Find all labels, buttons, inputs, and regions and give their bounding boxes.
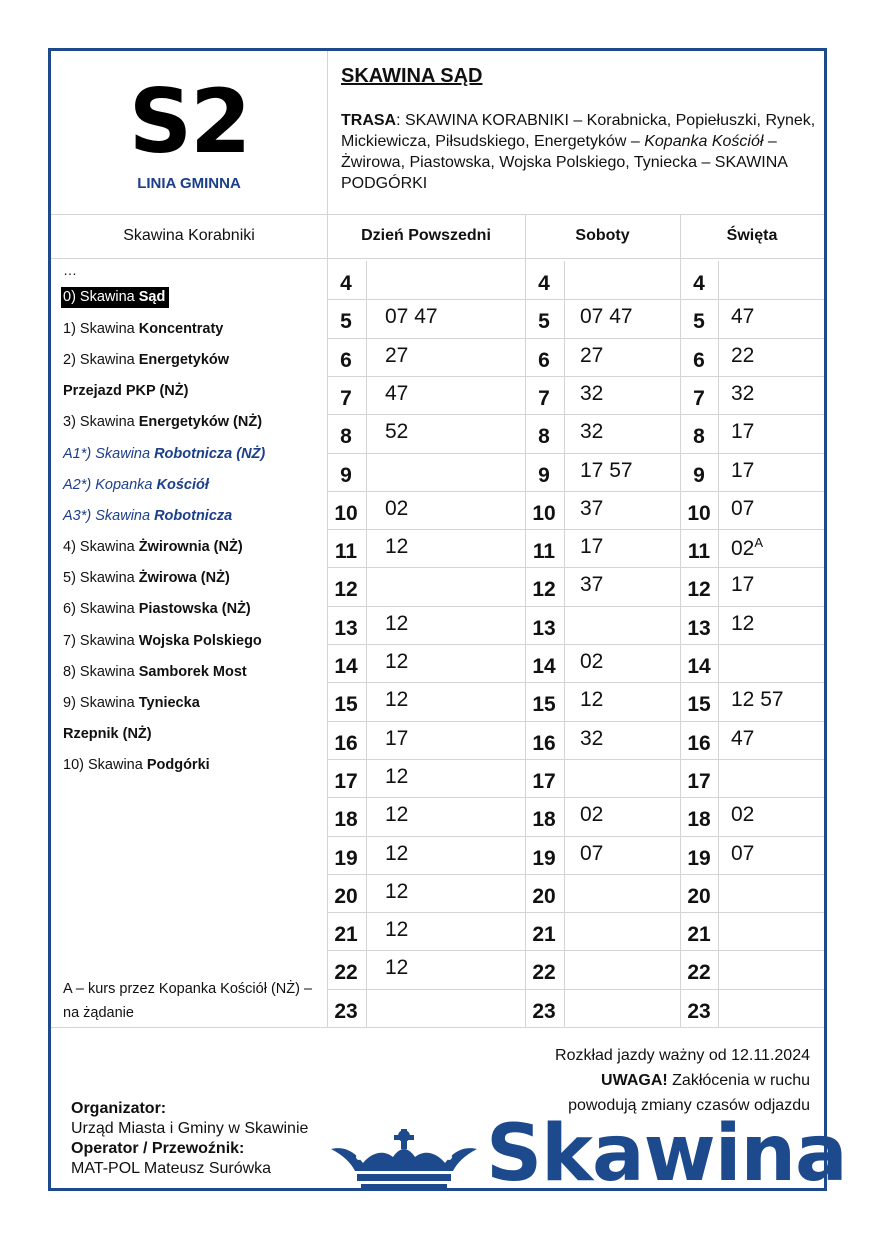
- minutes-text: 02: [580, 650, 604, 673]
- hour-label: 9: [538, 463, 550, 487]
- warning-label: UWAGA!: [601, 1072, 668, 1089]
- departure-minutes: [385, 956, 408, 980]
- minutes-text: 12: [385, 803, 409, 827]
- organizer-name: Urząd Miasta i Gminy w Skawinie: [71, 1120, 309, 1137]
- hour-row: [525, 529, 680, 567]
- hour-label: 5: [693, 310, 705, 334]
- hour-label: 18: [334, 808, 358, 832]
- hour-label: 4: [693, 272, 705, 295]
- hour-label: 23: [334, 999, 358, 1023]
- hour-label: 10: [532, 501, 556, 525]
- stop-name: Energetyków (NŻ): [138, 414, 263, 431]
- warning: [555, 1068, 810, 1093]
- hour-label: 10: [687, 501, 711, 525]
- hour-row: [680, 721, 824, 759]
- departure-minutes: [731, 497, 754, 521]
- stop-name: Koncentraty: [138, 320, 224, 337]
- logo-text: Skawina: [486, 1109, 847, 1199]
- hour-row: [525, 874, 680, 912]
- stop-prefix: …: [63, 262, 77, 278]
- minutes-text: 12: [385, 535, 409, 559]
- minutes-text: 12: [580, 688, 604, 712]
- hour-row: [680, 759, 824, 797]
- hour-label: 20: [334, 884, 358, 908]
- stop-name: Kościół: [156, 476, 209, 493]
- departure-minutes: [385, 803, 408, 827]
- route-description: [341, 110, 821, 194]
- warning-text: Zakłócenia w ruchu: [667, 1072, 810, 1089]
- hour-row: [525, 299, 680, 337]
- hour-row: [525, 567, 680, 605]
- hour-row: [327, 797, 525, 835]
- hour-row: [525, 606, 680, 644]
- stop-prefix: 2) Skawina: [63, 351, 139, 368]
- departure-minutes: [580, 727, 603, 751]
- minutes-text: 12: [731, 611, 755, 635]
- organizer-info: [71, 1099, 308, 1179]
- stop-item: [63, 469, 325, 500]
- hour-label: 14: [334, 655, 358, 678]
- hour-label: 22: [532, 961, 556, 985]
- minutes-text: 17: [385, 726, 409, 750]
- stop-prefix: 10) Skawina: [63, 757, 147, 774]
- minutes-text: 02: [731, 803, 755, 827]
- hour-row: [525, 912, 680, 950]
- validity-info: [555, 1043, 810, 1118]
- departure-minutes: [731, 573, 754, 597]
- hour-row: [680, 338, 824, 376]
- hour-label: 15: [532, 693, 556, 717]
- stop-item: [63, 532, 325, 563]
- hour-label: 21: [532, 923, 556, 947]
- weekday-header: Dzień Powszedni: [361, 227, 491, 244]
- hour-row: [327, 606, 525, 644]
- hour-row: [327, 261, 525, 299]
- departure-minutes: [731, 727, 754, 751]
- stop-name: Samborek Most: [138, 663, 247, 680]
- hour-row: [327, 376, 525, 414]
- departure-minutes: [580, 842, 603, 866]
- hour-label: 6: [340, 348, 352, 372]
- minutes-text: 32: [580, 420, 604, 444]
- hour-label: 15: [687, 693, 711, 717]
- stop-item: [63, 563, 325, 594]
- hour-label: 7: [538, 386, 550, 410]
- divider: [51, 1027, 824, 1028]
- hour-row: [680, 989, 824, 1027]
- stop-item: [63, 407, 325, 438]
- hour-label: 19: [532, 846, 556, 870]
- hour-row: [327, 567, 525, 605]
- hour-row: [525, 414, 680, 452]
- hour-label: 16: [532, 731, 556, 755]
- hour-label: 15: [334, 693, 358, 717]
- stop-prefix: 9) Skawina: [63, 695, 139, 712]
- hour-label: 20: [687, 884, 711, 908]
- stop-item: [63, 719, 325, 750]
- hour-row: [525, 721, 680, 759]
- hour-label: 10: [334, 501, 358, 525]
- departure-minutes: [580, 803, 603, 827]
- hour-label: 13: [334, 616, 358, 640]
- stop-item: [63, 313, 325, 344]
- hour-row: [327, 644, 525, 682]
- hour-row: [680, 644, 824, 682]
- valid-from: Rozkład jazdy ważny od 12.11.2024: [555, 1047, 810, 1064]
- line-type: LINIA GMINNA: [137, 175, 241, 192]
- stop-item: [63, 344, 325, 375]
- stop-prefix: A3*) Skawina: [63, 507, 155, 524]
- hour-label: 23: [687, 999, 711, 1023]
- minutes-text: 47: [731, 726, 755, 750]
- warning-text-2: powodują zmiany czasów odjazdu: [568, 1097, 810, 1114]
- stop-item: [63, 438, 325, 469]
- stop-name: Wojska Polskiego: [138, 632, 262, 649]
- hour-row: [680, 414, 824, 452]
- hour-row: [680, 912, 824, 950]
- stop-prefix: 7) Skawina: [63, 632, 139, 649]
- minutes-text: 12: [385, 841, 409, 865]
- stop-name: Sąd: [138, 289, 166, 306]
- hour-row: [525, 491, 680, 529]
- hour-row: [327, 721, 525, 759]
- operator-name: MAT-POL Mateusz Surówka: [71, 1160, 272, 1177]
- departure-minutes: [580, 497, 603, 521]
- stop-name: Tyniecka: [138, 695, 200, 712]
- hour-row: [327, 874, 525, 912]
- stop-prefix: 3) Skawina: [63, 414, 139, 431]
- hour-label: 6: [538, 348, 550, 372]
- hour-label: 5: [538, 310, 550, 334]
- hour-label: 8: [693, 425, 705, 449]
- stop-prefix: 1) Skawina: [63, 320, 139, 337]
- current-stop: [63, 282, 325, 313]
- hour-label: 20: [532, 884, 556, 908]
- hour-label: 22: [334, 961, 358, 985]
- departure-minutes: [731, 535, 763, 561]
- stop-prefix: 5) Skawina: [63, 570, 139, 587]
- hour-row: [525, 338, 680, 376]
- hour-label: 13: [687, 616, 711, 640]
- departure-minutes: [385, 497, 408, 521]
- hour-label: 18: [532, 808, 556, 832]
- minutes-text: 32: [731, 381, 755, 405]
- hour-label: 14: [687, 655, 711, 678]
- hour-row: [327, 950, 525, 988]
- hour-row: [680, 682, 824, 720]
- departure-minutes: [580, 344, 603, 368]
- minutes-text: 32: [580, 381, 604, 405]
- hour-label: 11: [532, 540, 556, 564]
- hour-label: 12: [532, 578, 556, 602]
- hour-label: 11: [687, 540, 711, 564]
- stop-name: Podgórki: [146, 757, 210, 774]
- hour-row: [327, 414, 525, 452]
- saturday-header: Soboty: [575, 227, 630, 244]
- hour-label: 12: [334, 578, 358, 602]
- departure-minutes: [731, 803, 754, 827]
- hour-row: [525, 644, 680, 682]
- departure-minutes: [731, 420, 754, 444]
- departure-minutes: [385, 842, 408, 866]
- minutes-text: 02: [385, 496, 409, 520]
- hour-row: [525, 759, 680, 797]
- minutes-text: 17: [580, 535, 604, 559]
- hour-row: [680, 261, 824, 299]
- departure-minutes: [731, 305, 754, 329]
- stop-item: [63, 687, 325, 718]
- stop-item: [63, 262, 325, 282]
- minutes-text: 12: [385, 956, 409, 980]
- hour-row: [680, 529, 824, 567]
- stop-item: [63, 625, 325, 656]
- minutes-text: 12: [385, 688, 409, 712]
- hour-label: 5: [340, 310, 352, 334]
- departure-minutes: [385, 305, 438, 329]
- stop-list: [63, 262, 325, 781]
- hour-label: 6: [693, 348, 705, 372]
- hour-row: [680, 874, 824, 912]
- departure-minutes: [385, 420, 408, 444]
- footnote: A – kurs przez Kopanka Kościół (NŻ) – na żądanie: [63, 981, 313, 1021]
- hour-label: 11: [334, 540, 358, 564]
- hour-label: 18: [687, 808, 711, 832]
- minutes-text: 07: [580, 841, 604, 865]
- departure-minutes: [731, 344, 754, 368]
- hour-label: 16: [687, 731, 711, 755]
- departure-minutes: [580, 573, 603, 597]
- departure-minutes: [580, 382, 603, 406]
- hour-row: [680, 950, 824, 988]
- stop-prefix: A2*) Kopanka: [63, 476, 157, 493]
- hour-row: [525, 836, 680, 874]
- minutes-text: 07: [731, 841, 755, 865]
- hour-row: [525, 797, 680, 835]
- hour-row: [525, 261, 680, 299]
- skawina-logo: [329, 1109, 847, 1199]
- line-badge: [51, 51, 327, 214]
- minutes-text: 12: [385, 611, 409, 635]
- minutes-text: 12 57: [731, 688, 784, 712]
- hour-label: 8: [340, 425, 352, 449]
- departure-minutes: [385, 880, 408, 904]
- minutes-text: 12: [385, 764, 409, 788]
- hour-label: 17: [687, 769, 711, 793]
- hour-label: 19: [687, 846, 711, 870]
- departure-minutes: [580, 688, 603, 712]
- departure-minutes: [385, 612, 408, 636]
- hour-row: [525, 453, 680, 491]
- hour-row: [680, 491, 824, 529]
- departure-minutes: [385, 382, 408, 406]
- hour-row: [525, 989, 680, 1027]
- hour-row: [327, 299, 525, 337]
- departure-minutes: [385, 727, 408, 751]
- departure-minutes: [731, 688, 784, 712]
- minutes-text: 52: [385, 420, 409, 444]
- stop-prefix: 4) Skawina: [63, 539, 139, 556]
- hour-row: [680, 376, 824, 414]
- hour-label: 9: [693, 463, 705, 487]
- departure-minutes: [580, 305, 633, 329]
- stop-name: Piastowska (NŻ): [138, 601, 251, 618]
- hour-row: [327, 836, 525, 874]
- timetable-frame: [48, 48, 847, 1199]
- minutes-text: 47: [731, 305, 755, 329]
- stop-name: Żwirowa (NŻ): [138, 570, 230, 587]
- departure-minutes: [385, 918, 408, 942]
- minutes-text: 07 47: [580, 305, 633, 329]
- hour-label: 8: [538, 425, 550, 449]
- hour-label: 9: [340, 463, 352, 487]
- departure-minutes: [580, 459, 633, 483]
- hour-label: 4: [538, 272, 550, 295]
- minutes-text: 27: [385, 343, 409, 367]
- hour-row: [525, 950, 680, 988]
- departure-minutes: [580, 650, 603, 674]
- stop-name: Rzepnik (NŻ): [63, 726, 152, 743]
- stop-item: [63, 376, 325, 407]
- hour-label: 14: [532, 655, 556, 678]
- stop-item: [63, 656, 325, 687]
- departure-minutes: [385, 765, 408, 789]
- route-text-italic: Kopanka Kościół: [644, 133, 764, 150]
- stop-name: Robotnicza: [154, 507, 233, 524]
- stop-name: Żwirownia (NŻ): [138, 539, 243, 556]
- minutes-text: 02: [731, 537, 755, 561]
- minutes-text: 07: [731, 496, 755, 520]
- hour-row: [327, 759, 525, 797]
- minutes-text: 02: [580, 803, 604, 827]
- route-text-2: – Żwirowa, Piastowska, Wojska Polskiego, Tyniecka – SKAWINA PODGÓRKI: [341, 133, 788, 192]
- hour-label: 12: [687, 578, 711, 602]
- hour-label: 16: [334, 731, 358, 755]
- hour-label: 22: [687, 961, 711, 985]
- holiday-header: Święta: [726, 227, 778, 244]
- minutes-text: 32: [580, 726, 604, 750]
- minutes-text: 17: [731, 420, 755, 444]
- hour-row: [680, 299, 824, 337]
- route-label: TRASA: [341, 112, 397, 129]
- hour-row: [680, 797, 824, 835]
- departure-minutes: [731, 842, 754, 866]
- hour-row: [680, 836, 824, 874]
- hour-row: [680, 453, 824, 491]
- stop-prefix: 6) Skawina: [63, 601, 139, 618]
- hour-row: [525, 376, 680, 414]
- hour-label: 21: [334, 923, 358, 947]
- divider: [51, 258, 824, 259]
- stop-name: Robotnicza (NŻ): [154, 445, 266, 462]
- departure-minutes: [385, 344, 408, 368]
- stop-name: Przejazd PKP (NŻ): [63, 383, 189, 400]
- minutes-text: 37: [580, 496, 604, 520]
- minutes-text: 17: [731, 458, 755, 482]
- minutes-text: 07 47: [385, 305, 438, 329]
- hour-label: 23: [532, 999, 556, 1023]
- hour-row: [327, 491, 525, 529]
- hour-row: [327, 989, 525, 1027]
- minutes-text: 27: [580, 343, 604, 367]
- minutes-text: 37: [580, 573, 604, 597]
- departure-minutes: [385, 535, 408, 559]
- direction-header: Skawina Korabniki: [123, 227, 255, 244]
- departure-minutes: [731, 382, 754, 406]
- stop-item: [63, 500, 325, 531]
- operator-label: Operator / Przewoźnik:: [71, 1140, 245, 1157]
- minutes-text: 17 57: [580, 458, 633, 482]
- hour-label: 4: [340, 272, 352, 295]
- minutes-text: 12: [385, 918, 409, 942]
- stop-name: Energetyków: [138, 351, 230, 368]
- hour-row: [327, 682, 525, 720]
- organizer-label: Organizator:: [71, 1100, 167, 1117]
- hour-row: [680, 606, 824, 644]
- hour-label: 21: [687, 923, 711, 947]
- minutes-text: 22: [731, 343, 755, 367]
- hour-row: [327, 453, 525, 491]
- hour-label: 7: [693, 386, 705, 410]
- stop-title: SKAWINA SĄD: [341, 65, 483, 87]
- stop-item: [63, 750, 325, 781]
- hour-row: [327, 529, 525, 567]
- hour-label: 19: [334, 846, 358, 870]
- stop-prefix: A1*) Skawina: [63, 445, 155, 462]
- hour-row: [680, 567, 824, 605]
- crown-icon: [329, 1127, 479, 1191]
- departure-minutes: [580, 420, 603, 444]
- line-number: S2: [128, 70, 250, 173]
- hour-label: 13: [532, 616, 556, 640]
- hour-row: [327, 338, 525, 376]
- hour-label: 17: [532, 769, 556, 793]
- stop-item: [63, 594, 325, 625]
- hour-row: [327, 912, 525, 950]
- departure-minutes: [731, 459, 754, 483]
- stop-prefix: 8) Skawina: [63, 663, 139, 680]
- minutes-text: 17: [731, 573, 755, 597]
- departure-minutes: [580, 535, 603, 559]
- departure-minutes: [385, 688, 408, 712]
- departure-minutes: [385, 650, 408, 674]
- hour-label: 7: [340, 386, 352, 410]
- hour-row: [525, 682, 680, 720]
- stop-header: [341, 65, 821, 194]
- stop-prefix: 0) Skawina: [63, 289, 139, 306]
- footnote-marker: A: [754, 535, 764, 551]
- departure-minutes: [731, 612, 754, 636]
- minutes-text: 12: [385, 879, 409, 903]
- minutes-text: 47: [385, 381, 409, 405]
- route-text-1: : SKAWINA KORABNIKI – Korabnicka, Popiełuszki, Rynek, Mickiewicza, Piłsudskiego, Energetyków –: [341, 112, 816, 150]
- minutes-text: 12: [385, 650, 409, 673]
- hour-label: 17: [334, 769, 358, 793]
